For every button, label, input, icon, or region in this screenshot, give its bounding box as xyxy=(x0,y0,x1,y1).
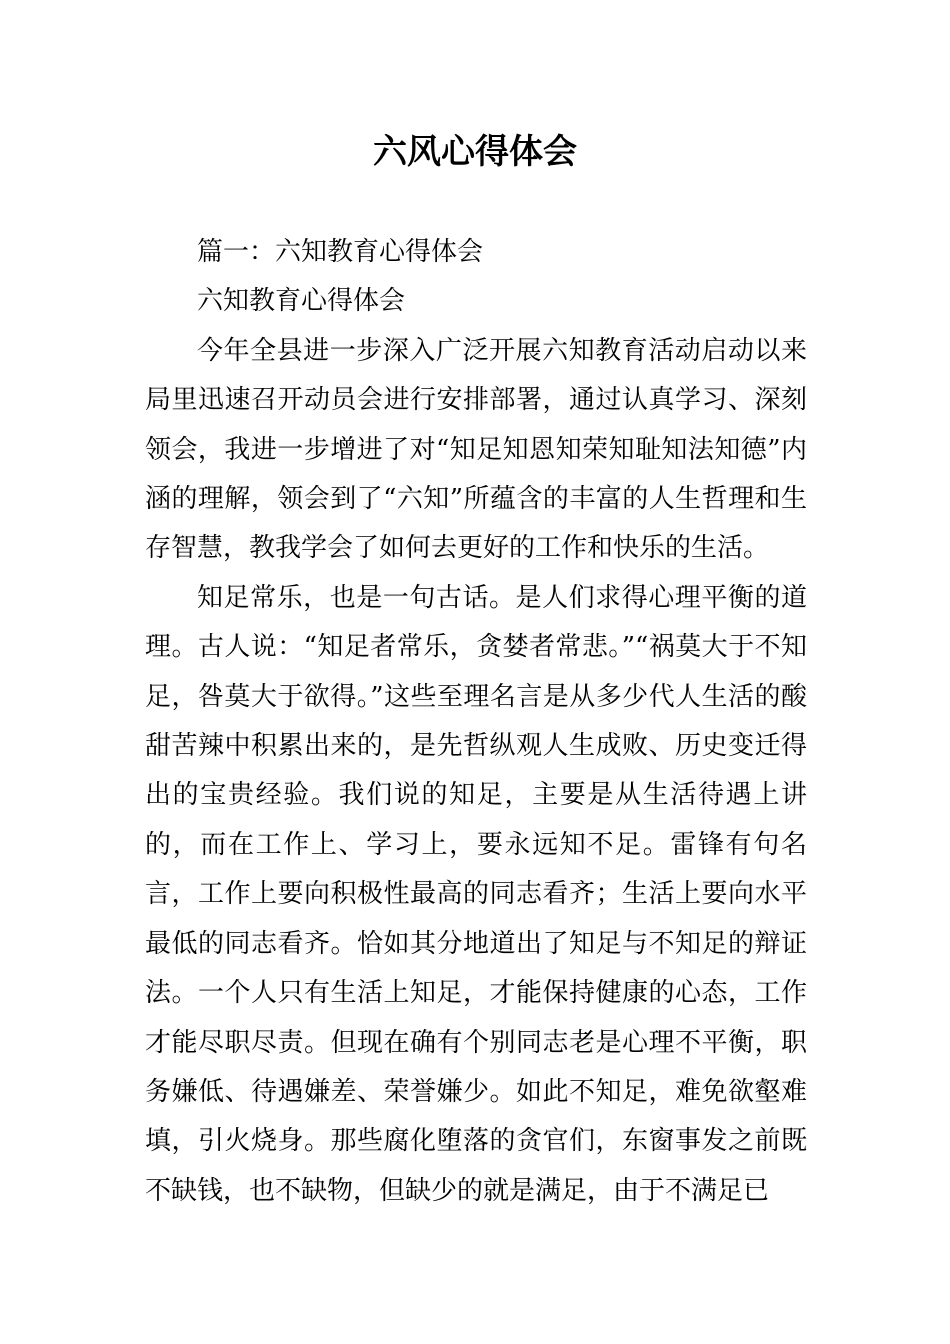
document-title: 六风心得体会 xyxy=(373,132,577,172)
body-paragraph: 知足常乐，也是一句古话。是人们求得心理平衡的道理。古人说：“知足者常乐，贪婪者常悲。”“祸莫大于不知足，咎莫大于欲得。”这些至理名言是从多少代人生活的酸甜苦辣中积累出来的，是先哲纵观人生成败、历史变迁得出的宝贵经验。我们说的知足，主要是从生活待遇上讲的，而在工作上、学习上，要永远知不足。雷锋有句名言，工作上要向积极性最高的同志看齐；生活上要向水平最低的同志看齐。恰如其分地道出了知足与不知足的辩证法。一个人只有生活上知足，才能保持健康的心态，工作才能尽职尽责。但现在确有个别同志老是心理不平衡，职务嫌低、待遇嫌差、荣誉嫌少。如此不知足，难免欲壑难填，引火烧身。那些腐化堕落的贪官们，东窗事发之前既不缺钱，也不缺物，但缺少的就是满足，由于不满足已 xyxy=(145,582,807,1206)
article-subtitle: 六知教育心得体会 xyxy=(197,286,406,317)
section-heading: 篇一：六知教育心得体会 xyxy=(197,237,484,267)
document-body xyxy=(145,228,807,1216)
body-paragraph: 今年全县进一步深入广泛开展六知教育活动启动以来局里迅速召开动员会进行安排部署，通过认真学习、深刻领会，我进一步增进了对“知足知恩知荣知耻知法知德”内涵的理解，领会到了“六知”所蕴含的丰富的人生哲理和生存智慧，教我学会了如何去更好的工作和快乐的生活。 xyxy=(145,335,807,564)
